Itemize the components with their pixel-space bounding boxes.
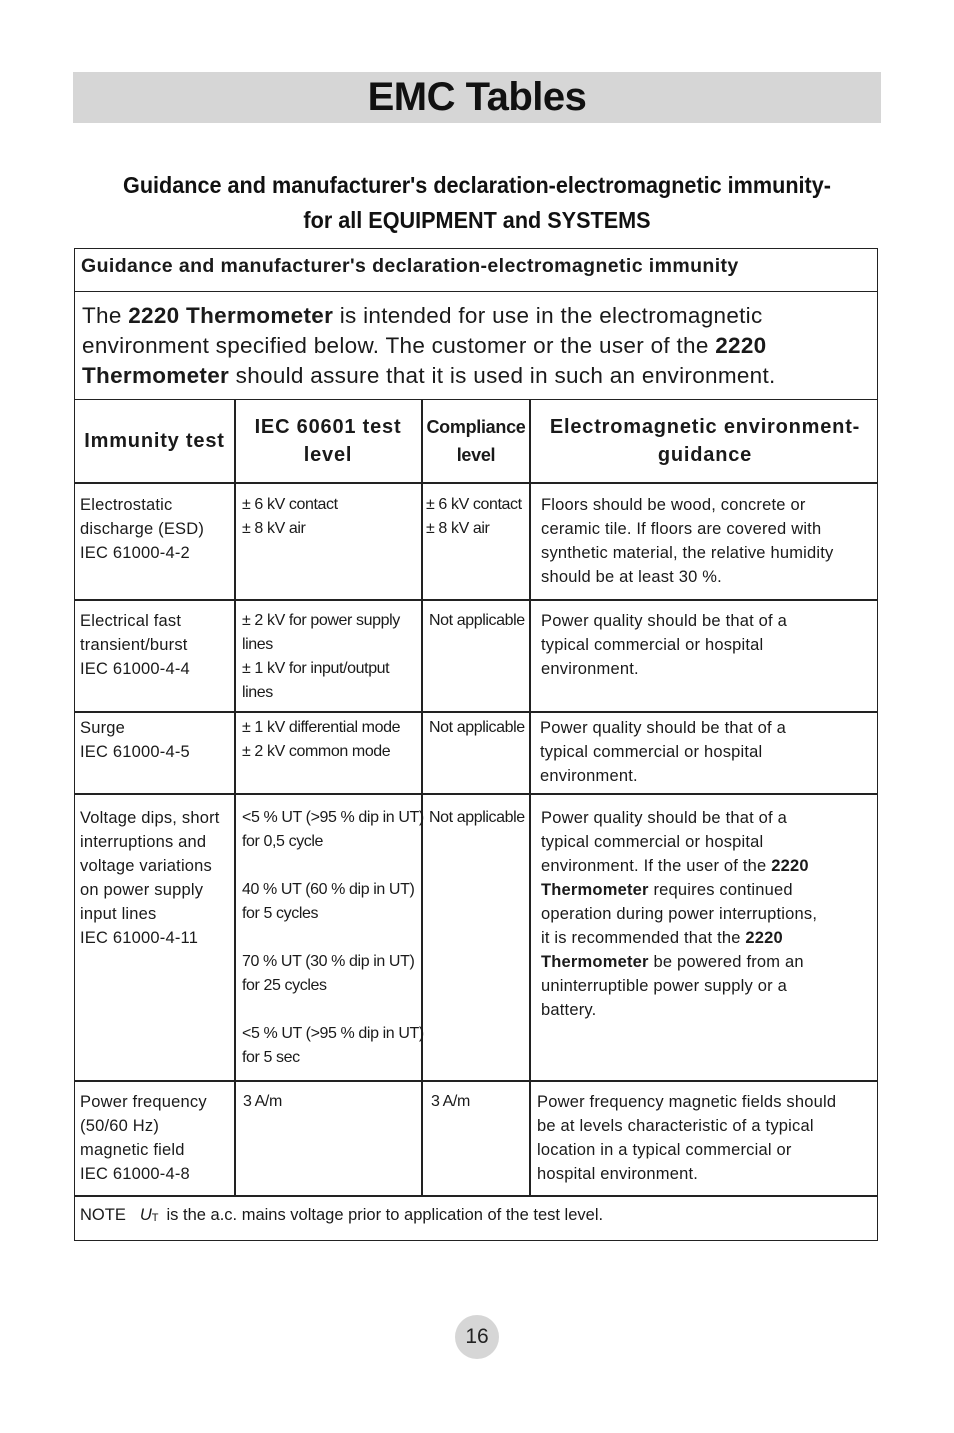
intro-text-1: The bbox=[82, 303, 129, 328]
cell-text: environment. If the user of the bbox=[541, 857, 772, 875]
cell-line: <5 % UT (>95 % dip in UT) bbox=[242, 809, 424, 826]
table-row-voltage-dips-compliance bbox=[429, 806, 533, 830]
column-header-guidance: Electromagnetic environment- guidance bbox=[549, 415, 861, 466]
cell-line: Not applicable bbox=[429, 612, 525, 629]
cell-line: Not applicable bbox=[429, 809, 525, 826]
table-row-power-frequency-guidance bbox=[537, 1090, 881, 1186]
section-heading-line-2: for all EQUIPMENT and SYSTEMS bbox=[303, 207, 651, 233]
cell-line: battery. bbox=[541, 1001, 597, 1019]
note-label: NOTE bbox=[80, 1206, 126, 1224]
cell-line bbox=[541, 950, 881, 974]
cell-line: typical commercial or hospital bbox=[540, 743, 763, 761]
column-divider bbox=[234, 399, 236, 1196]
cell-line: lines bbox=[242, 684, 273, 701]
cell-line: ± 6 kV contact bbox=[426, 496, 522, 513]
row-divider bbox=[75, 711, 877, 713]
intro-text-3: should assure that it is used in such an environment. bbox=[229, 363, 776, 388]
table-row-esd-level bbox=[242, 493, 422, 541]
cell-line: Floors should be wood, concrete or bbox=[541, 496, 806, 514]
cell-line: for 0,5 cycle bbox=[242, 833, 324, 850]
cell-line: input lines bbox=[80, 905, 157, 923]
note-symbol: U bbox=[139, 1206, 152, 1224]
cell-line: uninterruptible power supply or a bbox=[541, 977, 787, 995]
cell-line: <5 % UT (>95 % dip in UT) bbox=[242, 1025, 424, 1042]
cell-line: voltage variations bbox=[80, 857, 213, 875]
section-heading bbox=[73, 168, 881, 238]
emc-immunity-table bbox=[74, 248, 878, 1241]
row-divider bbox=[75, 482, 877, 484]
column-header-compliance: Compliance level bbox=[426, 416, 526, 465]
cell-line: for 5 sec bbox=[242, 1049, 300, 1066]
row-divider bbox=[75, 599, 877, 601]
cell-text: be powered from an bbox=[648, 953, 804, 971]
device-name: Thermometer bbox=[541, 953, 649, 971]
cell-line: should be at least 30 %. bbox=[541, 568, 722, 586]
cell-line: Voltage dips, short bbox=[80, 809, 220, 827]
page-title: EMC Tables bbox=[367, 75, 587, 119]
cell-line: ± 2 kV common mode bbox=[242, 743, 391, 760]
table-row-voltage-dips-test bbox=[80, 806, 240, 950]
cell-line: 3 A/m bbox=[431, 1093, 470, 1110]
cell-line: ± 1 kV differential mode bbox=[242, 719, 401, 736]
cell-text: it is recommended that the bbox=[541, 929, 746, 947]
table-row-voltage-dips-guidance bbox=[541, 806, 881, 1022]
table-row-eft-guidance bbox=[541, 609, 881, 681]
intro-device-name-2: 2220 Thermometer bbox=[82, 333, 767, 388]
cell-spacer bbox=[242, 854, 424, 878]
cell-line: environment. bbox=[540, 767, 638, 785]
table-caption: Guidance and manufacturer's declaration-electromagnetic immunity bbox=[75, 249, 877, 292]
cell-line bbox=[541, 878, 881, 902]
cell-line: IEC 61000-4-4 bbox=[80, 660, 190, 678]
note-symbol-subscript: T bbox=[151, 1212, 159, 1224]
intro-text-2: is intended for use in the electromagnetic environment specified below. The customer or the user of the bbox=[82, 303, 763, 358]
note-text: is the a.c. mains voltage prior to application of the test level. bbox=[166, 1206, 604, 1224]
cell-line: environment. bbox=[541, 660, 639, 678]
cell-line: ± 6 kV contact bbox=[242, 496, 338, 513]
row-divider bbox=[75, 1080, 877, 1082]
device-name: Thermometer bbox=[541, 881, 649, 899]
cell-line: 3 A/m bbox=[243, 1093, 282, 1110]
page-number: 16 bbox=[455, 1315, 499, 1359]
device-name: 2220 bbox=[745, 929, 783, 947]
cell-line: magnetic field bbox=[80, 1141, 185, 1159]
table-row-power-frequency-test bbox=[80, 1090, 234, 1186]
cell-line: Surge bbox=[80, 719, 126, 737]
table-row-esd-guidance bbox=[541, 493, 881, 589]
row-divider bbox=[75, 793, 877, 795]
column-header-test-level: IEC 60601 test level bbox=[254, 415, 402, 466]
cell-line: location in a typical commercial or bbox=[537, 1141, 792, 1159]
cell-line: on power supply bbox=[80, 881, 204, 899]
table-row-eft-level bbox=[242, 609, 422, 705]
cell-line: hospital environment. bbox=[537, 1165, 699, 1183]
cell-spacer bbox=[242, 998, 424, 1022]
section-heading-line-1: Guidance and manufacturer's declaration-electromagnetic immunity- bbox=[123, 172, 831, 198]
cell-line: IEC 61000-4-2 bbox=[80, 544, 190, 562]
cell-line: IEC 61000-4-11 bbox=[80, 929, 199, 947]
table-row-surge-level bbox=[242, 716, 422, 764]
cell-line: ± 2 kV for power supply bbox=[242, 612, 400, 629]
table-intro bbox=[75, 292, 877, 400]
cell-line: Power quality should be that of a bbox=[540, 719, 787, 737]
cell-spacer bbox=[242, 926, 424, 950]
cell-line: lines bbox=[242, 636, 273, 653]
cell-line: ± 8 kV air bbox=[242, 520, 306, 537]
cell-line: Power quality should be that of a bbox=[541, 612, 788, 630]
table-row-eft-compliance bbox=[429, 609, 533, 633]
cell-line: discharge (ESD) bbox=[80, 520, 205, 538]
cell-line: interruptions and bbox=[80, 833, 207, 851]
cell-line: IEC 61000-4-8 bbox=[80, 1165, 190, 1183]
title-banner bbox=[73, 72, 881, 123]
cell-line: Power quality should be that of a bbox=[541, 809, 788, 827]
cell-text: requires continued bbox=[648, 881, 793, 899]
cell-line: Power frequency magnetic fields should bbox=[537, 1093, 837, 1111]
cell-line: ceramic tile. If floors are covered with bbox=[541, 520, 822, 538]
cell-line bbox=[541, 926, 881, 950]
column-header-immunity-test: Immunity test bbox=[84, 429, 225, 452]
cell-line: ± 1 kV for input/output bbox=[242, 660, 390, 677]
table-row-power-frequency-compliance bbox=[431, 1090, 531, 1114]
table-row-esd-test bbox=[80, 493, 234, 565]
cell-line: synthetic material, the relative humidity bbox=[541, 544, 834, 562]
table-row-voltage-dips-level bbox=[242, 806, 424, 1070]
cell-line: 40 % UT (60 % dip in UT) bbox=[242, 881, 415, 898]
cell-line: typical commercial or hospital bbox=[541, 636, 764, 654]
cell-line: Electrostatic bbox=[80, 496, 173, 514]
cell-line: Not applicable bbox=[429, 719, 525, 736]
cell-line: Electrical fast bbox=[80, 612, 182, 630]
cell-line: for 5 cycles bbox=[242, 905, 319, 922]
intro-device-name-1: 2220 Thermometer bbox=[128, 303, 334, 328]
table-row-esd-compliance bbox=[426, 493, 530, 541]
cell-line: be at levels characteristic of a typical bbox=[537, 1117, 814, 1135]
table-row-surge-test bbox=[80, 716, 234, 764]
cell-line: transient/burst bbox=[80, 636, 188, 654]
table-row-surge-compliance bbox=[429, 716, 533, 740]
table-row-eft-test bbox=[80, 609, 234, 681]
cell-line bbox=[541, 854, 881, 878]
cell-line: ± 8 kV air bbox=[426, 520, 490, 537]
cell-line: typical commercial or hospital bbox=[541, 833, 764, 851]
table-row-power-frequency-level bbox=[243, 1090, 423, 1114]
cell-line: (50/60 Hz) bbox=[80, 1117, 160, 1135]
cell-line: Power frequency bbox=[80, 1093, 207, 1111]
cell-line: operation during power interruptions, bbox=[541, 905, 818, 923]
table-row-surge-guidance bbox=[540, 716, 880, 788]
cell-line: for 25 cycles bbox=[242, 977, 327, 994]
cell-line: 70 % UT (30 % dip in UT) bbox=[242, 953, 415, 970]
cell-line: IEC 61000-4-5 bbox=[80, 743, 190, 761]
device-name: 2220 bbox=[771, 857, 809, 875]
table-note bbox=[75, 1196, 877, 1241]
